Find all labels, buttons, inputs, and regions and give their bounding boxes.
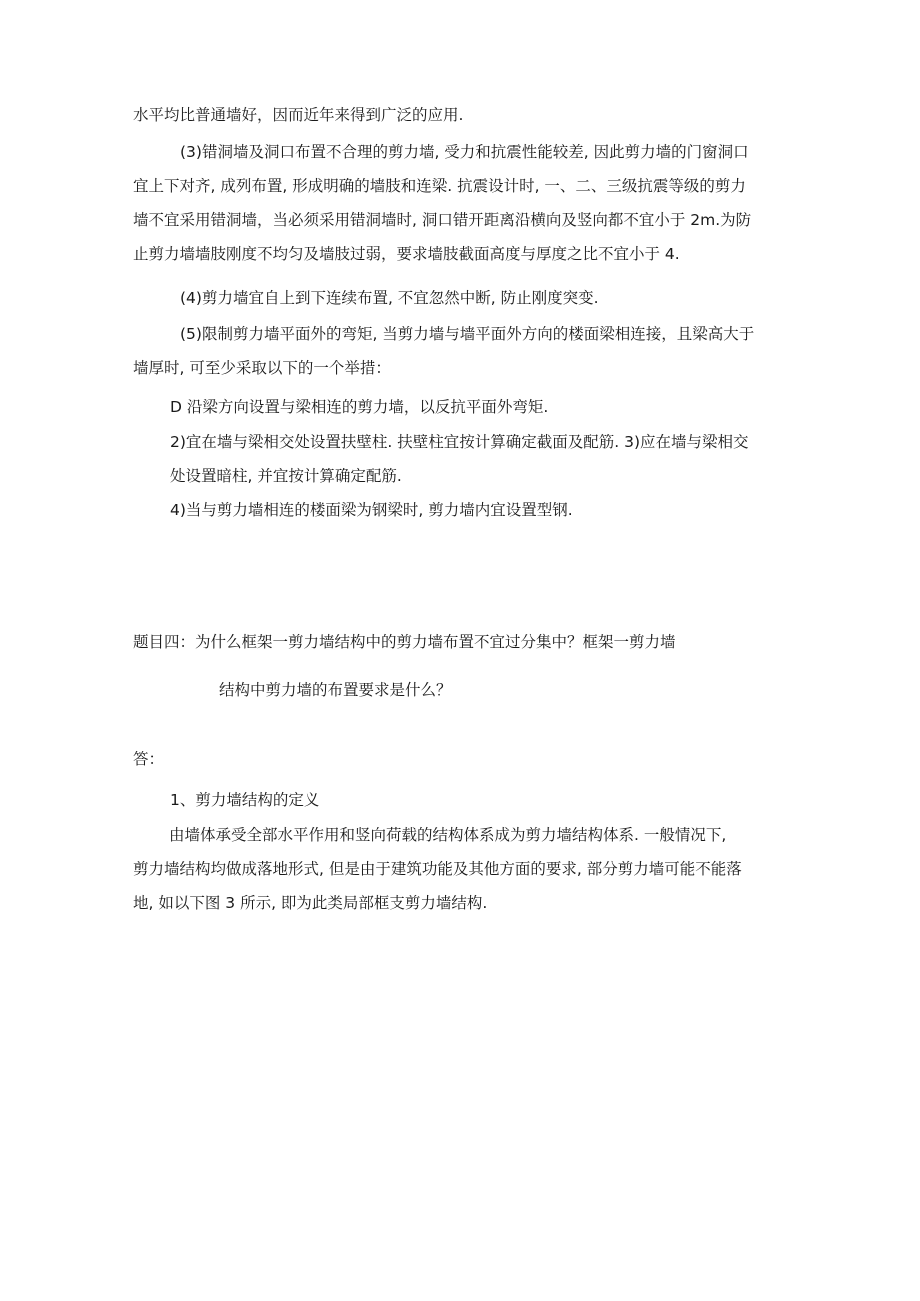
item-3-line: (3)错洞墙及洞口布置不合理的剪力墙, 受力和抗震性能较差, 因此剪力墙的门窗洞口 (180, 143, 749, 161)
item-5-line: (5)限制剪力墙平面外的弯矩, 当剪力墙与墙平面外方向的楼面梁相连接，且梁高大于 (180, 325, 755, 343)
item-3-line: 止剪力墙墙肢刚度不均匀及墙肢过弱，要求墙肢截面高度与厚度之比不宜小于 4. (133, 245, 680, 263)
sub-item-line: 处设置暗柱, 并宜按计算确定配筋. (170, 467, 402, 485)
sub-item-1: D 沿梁方向设置与梁相连的剪力墙，以反抗平面外弯矩. (170, 398, 549, 416)
item-4-paragraph: (4)剪力墙宜自上到下连续布置, 不宜忽然中断, 防止刚度突变. (180, 289, 599, 307)
item-3-paragraph (133, 135, 798, 271)
section-1-line: 地, 如以下图 3 所示, 即为此类局部框支剪力墙结构. (133, 894, 488, 912)
section-1-body (133, 818, 798, 920)
item-5-paragraph (133, 317, 798, 385)
section-1-line: 由墙体承受全部水平作用和竖向荷载的结构体系成为剪力墙结构体系. 一般情况下, (169, 826, 727, 844)
answer-label: 答： (133, 750, 165, 768)
section-1-title: 1、剪力墙结构的定义 (170, 791, 320, 809)
question-four-line-2: 结构中剪力墙的布置要求是什么？ (219, 681, 452, 699)
question-four-line-1: 题目四：为什么框架一剪力墙结构中的剪力墙布置不宜过分集中？框架一剪力墙 (133, 633, 676, 651)
sub-item-2-3 (170, 425, 800, 493)
sub-item-line: 2)宜在墙与梁相交处设置扶壁柱. 扶壁柱宜按计算确定截面及配筋. 3)应在墙与梁相交 (170, 433, 749, 451)
item-3-line: 宜上下对齐, 成列布置, 形成明确的墙肢和连梁. 抗震设计时, 一、二、三级抗震等级的剪力 (133, 177, 746, 195)
section-1-line: 剪力墙结构均做成落地形式, 但是由于建筑功能及其他方面的要求, 部分剪力墙可能不能落 (133, 860, 742, 878)
sub-item-4: 4)当与剪力墙相连的楼面梁为钢梁时, 剪力墙内宜设置型钢. (170, 501, 573, 519)
intro-tail-paragraph: 水平均比普通墙好，因而近年来得到广泛的应用. (133, 106, 464, 124)
item-5-line: 墙厚时, 可至少采取以下的一个举措： (133, 359, 391, 377)
item-3-line: 墙不宜采用错洞墙，当必须采用错洞墙时, 洞口错开距离沿横向及竖向都不宜小于 2m.为防 (133, 211, 752, 229)
